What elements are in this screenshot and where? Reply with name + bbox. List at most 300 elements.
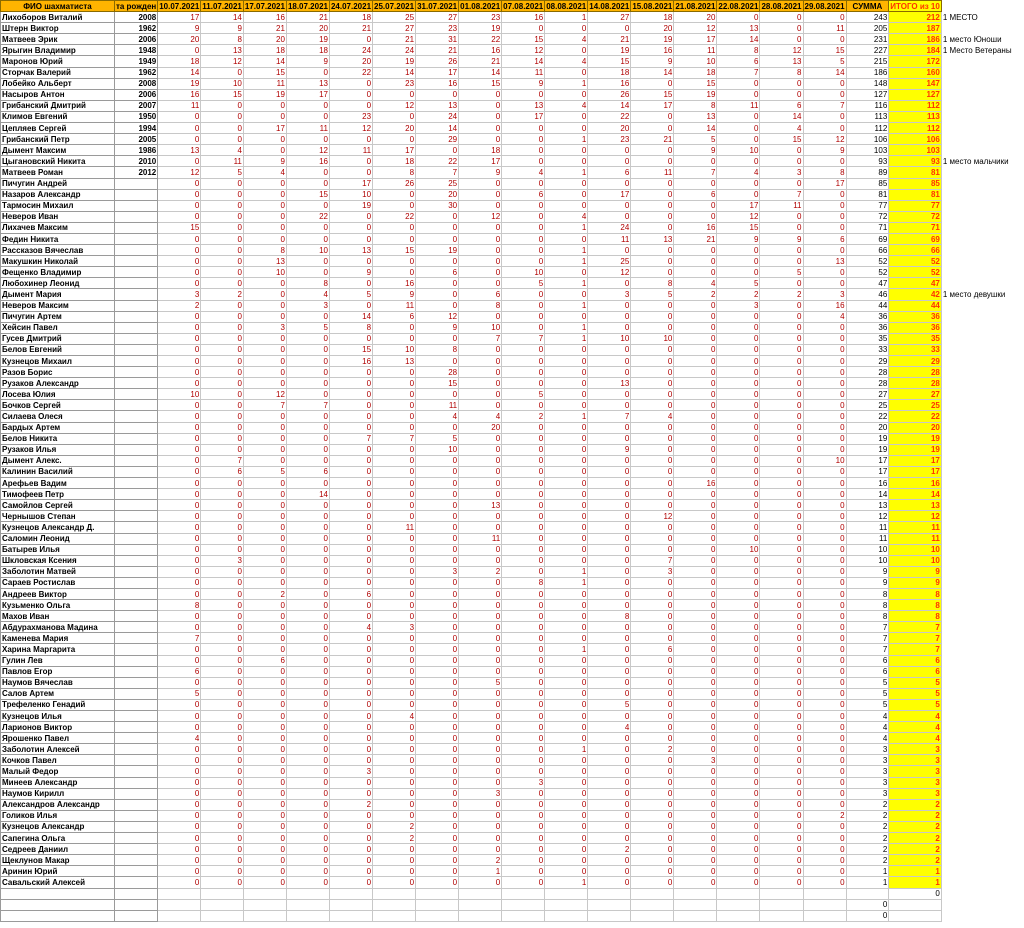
sum-cell[interactable]: 227 [846, 45, 889, 56]
score-cell[interactable]: 0 [459, 455, 502, 466]
score-cell[interactable]: 10 [631, 333, 674, 344]
score-cell[interactable]: 0 [329, 511, 372, 522]
score-cell[interactable]: 6 [760, 100, 803, 111]
score-cell[interactable]: 0 [286, 367, 329, 378]
score-cell[interactable]: 0 [760, 511, 803, 522]
score-cell[interactable]: 0 [674, 367, 717, 378]
score-cell[interactable]: 0 [803, 222, 846, 233]
sum-cell[interactable]: 8 [846, 588, 889, 599]
score-cell[interactable]: 0 [373, 89, 416, 100]
score-cell[interactable]: 0 [803, 766, 846, 777]
score-cell[interactable]: 10 [201, 78, 244, 89]
score-cell[interactable]: 12 [760, 45, 803, 56]
sum-cell[interactable]: 19 [846, 444, 889, 455]
score-cell[interactable]: 0 [243, 200, 286, 211]
score-cell[interactable]: 0 [674, 766, 717, 777]
score-cell[interactable]: 22 [373, 211, 416, 222]
score-cell[interactable]: 0 [286, 444, 329, 455]
score-cell[interactable]: 0 [201, 411, 244, 422]
score-cell[interactable]: 4 [717, 167, 760, 178]
score-cell[interactable]: 0 [545, 655, 588, 666]
score-cell[interactable]: 0 [631, 844, 674, 855]
score-cell[interactable]: 0 [803, 633, 846, 644]
player-name-cell[interactable]: Лихачев Максим [1, 222, 115, 233]
score-cell[interactable]: 0 [545, 666, 588, 677]
score-cell[interactable]: 6 [674, 189, 717, 200]
score-cell[interactable]: 0 [158, 821, 201, 832]
score-cell[interactable] [158, 888, 201, 899]
score-cell[interactable]: 16 [631, 45, 674, 56]
score-cell[interactable]: 0 [760, 422, 803, 433]
score-cell[interactable]: 0 [158, 45, 201, 56]
score-cell[interactable]: 0 [717, 533, 760, 544]
score-cell[interactable]: 0 [674, 666, 717, 677]
score-cell[interactable]: 1 [545, 333, 588, 344]
score-cell[interactable]: 3 [502, 777, 545, 788]
score-cell[interactable]: 0 [717, 411, 760, 422]
score-cell[interactable]: 0 [459, 877, 502, 888]
score-cell[interactable]: 0 [717, 755, 760, 766]
score-cell[interactable]: 4 [243, 167, 286, 178]
score-cell[interactable]: 0 [373, 633, 416, 644]
score-cell[interactable]: 0 [459, 688, 502, 699]
score-cell[interactable]: 0 [631, 788, 674, 799]
player-name-cell[interactable]: Дымент Алекс. [1, 455, 115, 466]
score-cell[interactable]: 0 [760, 466, 803, 477]
player-name-cell[interactable]: Макушкин Николай [1, 256, 115, 267]
sum-cell[interactable]: 106 [846, 134, 889, 145]
score-cell[interactable]: 0 [459, 400, 502, 411]
score-cell[interactable]: 4 [416, 411, 459, 422]
score-cell[interactable]: 0 [201, 278, 244, 289]
score-cell[interactable]: 1 [459, 866, 502, 877]
score-cell[interactable]: 0 [674, 455, 717, 466]
score-cell[interactable]: 1 [545, 78, 588, 89]
score-cell[interactable] [502, 888, 545, 899]
birth-year-cell[interactable] [114, 256, 157, 267]
score-cell[interactable]: 0 [502, 699, 545, 710]
total-cell[interactable]: 12 [889, 511, 942, 522]
score-cell[interactable]: 0 [416, 89, 459, 100]
score-cell[interactable]: 0 [502, 322, 545, 333]
score-cell[interactable]: 0 [329, 600, 372, 611]
total-cell[interactable]: 16 [889, 478, 942, 489]
score-cell[interactable]: 11 [286, 123, 329, 134]
score-cell[interactable]: 0 [502, 555, 545, 566]
score-cell[interactable]: 0 [329, 577, 372, 588]
score-cell[interactable]: 0 [416, 233, 459, 244]
score-cell[interactable]: 8 [631, 278, 674, 289]
score-cell[interactable]: 0 [717, 245, 760, 256]
score-cell[interactable]: 0 [201, 378, 244, 389]
score-cell[interactable]: 0 [760, 333, 803, 344]
score-cell[interactable]: 21 [243, 23, 286, 34]
score-cell[interactable]: 0 [545, 123, 588, 134]
score-cell[interactable]: 0 [416, 455, 459, 466]
score-cell[interactable]: 0 [502, 866, 545, 877]
score-cell[interactable]: 0 [158, 256, 201, 267]
sum-cell[interactable]: 7 [846, 633, 889, 644]
score-cell[interactable]: 0 [201, 766, 244, 777]
score-cell[interactable]: 0 [717, 522, 760, 533]
sum-cell[interactable]: 10 [846, 544, 889, 555]
birth-year-cell[interactable]: 1994 [114, 123, 157, 134]
score-cell[interactable]: 0 [201, 844, 244, 855]
score-cell[interactable]: 0 [158, 855, 201, 866]
player-name-cell[interactable]: Харина Маргарита [1, 644, 115, 655]
score-cell[interactable]: 0 [243, 633, 286, 644]
score-cell[interactable]: 0 [158, 577, 201, 588]
score-cell[interactable]: 0 [459, 666, 502, 677]
total-cell[interactable]: 36 [889, 311, 942, 322]
score-cell[interactable]: 0 [760, 455, 803, 466]
score-cell[interactable]: 0 [459, 489, 502, 500]
score-cell[interactable]: 0 [329, 722, 372, 733]
score-cell[interactable]: 3 [201, 555, 244, 566]
sum-cell[interactable]: 2 [846, 821, 889, 832]
score-cell[interactable]: 0 [373, 766, 416, 777]
sum-cell[interactable]: 1 [846, 877, 889, 888]
score-cell[interactable]: 0 [545, 533, 588, 544]
score-cell[interactable]: 0 [416, 588, 459, 599]
score-cell[interactable]: 9 [373, 289, 416, 300]
score-cell[interactable]: 0 [717, 322, 760, 333]
score-cell[interactable]: 0 [760, 655, 803, 666]
score-cell[interactable] [286, 910, 329, 921]
score-cell[interactable]: 0 [459, 89, 502, 100]
score-cell[interactable]: 0 [545, 189, 588, 200]
score-cell[interactable]: 12 [243, 389, 286, 400]
score-cell[interactable]: 8 [502, 577, 545, 588]
birth-year-cell[interactable] [114, 500, 157, 511]
score-cell[interactable]: 3 [674, 755, 717, 766]
score-cell[interactable]: 3 [717, 300, 760, 311]
score-cell[interactable]: 0 [459, 555, 502, 566]
score-cell[interactable]: 9 [416, 322, 459, 333]
score-cell[interactable]: 0 [459, 100, 502, 111]
score-cell[interactable]: 0 [760, 777, 803, 788]
score-cell[interactable]: 0 [717, 478, 760, 489]
total-cell[interactable]: 36 [889, 322, 942, 333]
score-cell[interactable]: 0 [674, 422, 717, 433]
score-cell[interactable]: 0 [803, 422, 846, 433]
sum-cell[interactable]: 28 [846, 367, 889, 378]
score-cell[interactable]: 0 [502, 533, 545, 544]
score-cell[interactable]: 23 [373, 78, 416, 89]
score-cell[interactable]: 0 [201, 444, 244, 455]
score-cell[interactable]: 30 [416, 200, 459, 211]
score-cell[interactable]: 13 [459, 500, 502, 511]
total-cell[interactable]: 127 [889, 89, 942, 100]
score-cell[interactable] [760, 888, 803, 899]
score-cell[interactable]: 10 [459, 322, 502, 333]
birth-year-cell[interactable] [114, 766, 157, 777]
score-cell[interactable]: 0 [243, 600, 286, 611]
score-cell[interactable]: 0 [243, 821, 286, 832]
score-cell[interactable]: 0 [158, 877, 201, 888]
score-cell[interactable]: 0 [674, 466, 717, 477]
score-cell[interactable]: 0 [674, 378, 717, 389]
score-cell[interactable] [545, 888, 588, 899]
score-cell[interactable]: 0 [243, 300, 286, 311]
sum-cell[interactable]: 36 [846, 311, 889, 322]
score-cell[interactable]: 23 [329, 111, 372, 122]
score-cell[interactable]: 0 [243, 111, 286, 122]
score-cell[interactable]: 0 [674, 211, 717, 222]
score-cell[interactable]: 0 [416, 699, 459, 710]
total-cell[interactable]: 20 [889, 422, 942, 433]
score-cell[interactable]: 0 [803, 866, 846, 877]
score-cell[interactable]: 0 [373, 322, 416, 333]
score-cell[interactable]: 27 [416, 12, 459, 23]
sum-cell[interactable]: 20 [846, 422, 889, 433]
score-cell[interactable]: 5 [158, 688, 201, 699]
score-cell[interactable]: 0 [416, 422, 459, 433]
player-name-cell[interactable]: Махов Иван [1, 611, 115, 622]
score-cell[interactable]: 23 [416, 23, 459, 34]
score-cell[interactable]: 0 [545, 478, 588, 489]
score-cell[interactable]: 0 [286, 799, 329, 810]
score-cell[interactable]: 0 [674, 200, 717, 211]
player-name-cell[interactable]: Назаров Александр [1, 189, 115, 200]
score-cell[interactable]: 0 [545, 489, 588, 500]
score-cell[interactable]: 5 [459, 677, 502, 688]
score-cell[interactable]: 0 [416, 677, 459, 688]
birth-year-cell[interactable] [114, 699, 157, 710]
score-cell[interactable]: 0 [286, 777, 329, 788]
total-cell[interactable]: 0 [889, 888, 942, 899]
sum-cell[interactable]: 2 [846, 844, 889, 855]
score-cell[interactable]: 13 [717, 23, 760, 34]
total-cell[interactable]: 3 [889, 755, 942, 766]
score-cell[interactable]: 0 [674, 733, 717, 744]
score-cell[interactable]: 5 [416, 433, 459, 444]
score-cell[interactable]: 0 [459, 433, 502, 444]
score-cell[interactable]: 0 [545, 45, 588, 56]
birth-year-cell[interactable] [114, 677, 157, 688]
score-cell[interactable]: 0 [545, 444, 588, 455]
sum-cell[interactable]: 3 [846, 777, 889, 788]
score-cell[interactable]: 0 [631, 267, 674, 278]
score-cell[interactable]: 0 [545, 755, 588, 766]
score-cell[interactable]: 0 [545, 400, 588, 411]
score-cell[interactable]: 15 [674, 78, 717, 89]
score-cell[interactable]: 22 [459, 34, 502, 45]
sum-cell[interactable]: 9 [846, 566, 889, 577]
score-cell[interactable]: 0 [803, 411, 846, 422]
sum-cell[interactable]: 27 [846, 389, 889, 400]
player-name-cell[interactable]: Неверов Максим [1, 300, 115, 311]
score-cell[interactable]: 0 [717, 123, 760, 134]
score-cell[interactable]: 0 [545, 111, 588, 122]
score-cell[interactable]: 0 [201, 810, 244, 821]
score-cell[interactable]: 14 [373, 67, 416, 78]
score-cell[interactable]: 0 [373, 744, 416, 755]
score-cell[interactable]: 6 [286, 466, 329, 477]
score-cell[interactable]: 27 [588, 12, 631, 23]
score-cell[interactable]: 0 [717, 367, 760, 378]
score-cell[interactable] [588, 899, 631, 910]
score-cell[interactable]: 0 [373, 389, 416, 400]
score-cell[interactable]: 0 [243, 666, 286, 677]
score-cell[interactable]: 0 [631, 211, 674, 222]
score-cell[interactable]: 0 [329, 533, 372, 544]
score-cell[interactable]: 4 [588, 722, 631, 733]
score-cell[interactable]: 0 [416, 733, 459, 744]
score-cell[interactable]: 15 [760, 134, 803, 145]
player-name-cell[interactable]: Кочков Павел [1, 755, 115, 766]
score-cell[interactable]: 0 [760, 389, 803, 400]
score-cell[interactable]: 0 [588, 644, 631, 655]
sum-cell[interactable]: 52 [846, 256, 889, 267]
score-cell[interactable]: 12 [674, 23, 717, 34]
score-cell[interactable]: 0 [459, 222, 502, 233]
score-cell[interactable]: 0 [329, 821, 372, 832]
birth-year-cell[interactable] [114, 611, 157, 622]
score-cell[interactable]: 0 [545, 677, 588, 688]
score-cell[interactable]: 3 [416, 566, 459, 577]
score-cell[interactable]: 0 [459, 478, 502, 489]
score-cell[interactable]: 0 [158, 566, 201, 577]
total-cell[interactable]: 160 [889, 67, 942, 78]
score-cell[interactable]: 0 [158, 411, 201, 422]
score-cell[interactable]: 15 [329, 344, 372, 355]
score-cell[interactable]: 0 [760, 866, 803, 877]
score-cell[interactable]: 0 [329, 555, 372, 566]
score-cell[interactable]: 6 [502, 189, 545, 200]
score-cell[interactable]: 13 [158, 145, 201, 156]
score-cell[interactable]: 2 [373, 833, 416, 844]
total-cell[interactable]: 2 [889, 810, 942, 821]
score-cell[interactable]: 0 [201, 489, 244, 500]
total-cell[interactable]: 112 [889, 123, 942, 134]
header-date[interactable]: 01.08.2021 [460, 1, 501, 11]
score-cell[interactable]: 0 [329, 644, 372, 655]
birth-year-cell[interactable] [114, 200, 157, 211]
score-cell[interactable]: 21 [674, 233, 717, 244]
sum-cell[interactable]: 77 [846, 200, 889, 211]
score-cell[interactable]: 20 [674, 12, 717, 23]
score-cell[interactable]: 0 [502, 799, 545, 810]
score-cell[interactable]: 0 [329, 389, 372, 400]
total-cell[interactable]: 11 [889, 533, 942, 544]
player-name-cell[interactable]: Абдурахманова Мадина [1, 622, 115, 633]
birth-year-cell[interactable] [114, 245, 157, 256]
score-cell[interactable]: 7 [588, 411, 631, 422]
score-cell[interactable]: 0 [760, 145, 803, 156]
score-cell[interactable]: 0 [631, 722, 674, 733]
score-cell[interactable]: 3 [803, 289, 846, 300]
birth-year-cell[interactable] [114, 189, 157, 200]
score-cell[interactable]: 0 [760, 722, 803, 733]
score-cell[interactable]: 0 [416, 500, 459, 511]
score-cell[interactable]: 13 [631, 233, 674, 244]
sum-cell[interactable]: 1 [846, 866, 889, 877]
score-cell[interactable]: 0 [158, 356, 201, 367]
score-cell[interactable]: 0 [286, 644, 329, 655]
score-cell[interactable]: 24 [373, 45, 416, 56]
score-cell[interactable]: 0 [674, 577, 717, 588]
player-name-cell[interactable]: Лосева Юлия [1, 389, 115, 400]
score-cell[interactable]: 0 [329, 777, 372, 788]
score-cell[interactable]: 0 [803, 711, 846, 722]
birth-year-cell[interactable] [114, 289, 157, 300]
score-cell[interactable]: 0 [760, 821, 803, 832]
score-cell[interactable]: 0 [502, 444, 545, 455]
score-cell[interactable]: 0 [674, 566, 717, 577]
score-cell[interactable]: 11 [717, 100, 760, 111]
total-cell[interactable]: 2 [889, 833, 942, 844]
score-cell[interactable]: 0 [631, 755, 674, 766]
score-cell[interactable]: 0 [459, 633, 502, 644]
score-cell[interactable]: 0 [373, 267, 416, 278]
player-name-cell[interactable]: Кузнецов Илья [1, 711, 115, 722]
score-cell[interactable]: 10 [329, 189, 372, 200]
score-cell[interactable]: 0 [631, 711, 674, 722]
header-date[interactable]: 24.07.2021 [330, 1, 372, 11]
score-cell[interactable]: 18 [158, 56, 201, 67]
score-cell[interactable]: 0 [201, 699, 244, 710]
score-cell[interactable]: 9 [588, 444, 631, 455]
score-cell[interactable]: 0 [502, 222, 545, 233]
score-cell[interactable]: 0 [674, 855, 717, 866]
score-cell[interactable]: 0 [329, 333, 372, 344]
score-cell[interactable]: 0 [502, 677, 545, 688]
player-name-cell[interactable]: Шкловская Ксения [1, 555, 115, 566]
score-cell[interactable]: 0 [373, 367, 416, 378]
score-cell[interactable]: 0 [502, 833, 545, 844]
score-cell[interactable]: 0 [717, 378, 760, 389]
score-cell[interactable]: 0 [631, 655, 674, 666]
score-cell[interactable]: 0 [760, 810, 803, 821]
score-cell[interactable]: 0 [502, 123, 545, 134]
score-cell[interactable]: 4 [373, 711, 416, 722]
score-cell[interactable]: 17 [588, 189, 631, 200]
score-cell[interactable]: 0 [674, 677, 717, 688]
score-cell[interactable]: 24 [329, 45, 372, 56]
score-cell[interactable]: 0 [674, 178, 717, 189]
score-cell[interactable]: 0 [545, 67, 588, 78]
score-cell[interactable]: 0 [545, 311, 588, 322]
score-cell[interactable]: 0 [373, 666, 416, 677]
score-cell[interactable]: 16 [243, 12, 286, 23]
score-cell[interactable]: 0 [631, 311, 674, 322]
score-cell[interactable]: 0 [760, 356, 803, 367]
score-cell[interactable]: 0 [631, 245, 674, 256]
score-cell[interactable]: 16 [674, 222, 717, 233]
score-cell[interactable]: 17 [416, 67, 459, 78]
score-cell[interactable]: 4 [631, 411, 674, 422]
player-name-cell[interactable]: Голиков Илья [1, 810, 115, 821]
score-cell[interactable]: 0 [760, 278, 803, 289]
player-name-cell[interactable]: Бочков Сергей [1, 400, 115, 411]
score-cell[interactable]: 0 [717, 511, 760, 522]
score-cell[interactable]: 0 [674, 500, 717, 511]
sum-cell[interactable]: 0 [846, 899, 889, 910]
score-cell[interactable]: 10 [803, 455, 846, 466]
score-cell[interactable]: 0 [717, 744, 760, 755]
score-cell[interactable]: 10 [502, 267, 545, 278]
score-cell[interactable] [502, 899, 545, 910]
birth-year-cell[interactable] [114, 278, 157, 289]
score-cell[interactable]: 0 [631, 533, 674, 544]
score-cell[interactable]: 6 [631, 644, 674, 655]
total-cell[interactable]: 10 [889, 555, 942, 566]
score-cell[interactable]: 0 [717, 633, 760, 644]
score-cell[interactable]: 0 [545, 722, 588, 733]
total-cell[interactable]: 17 [889, 466, 942, 477]
birth-year-cell[interactable] [114, 711, 157, 722]
